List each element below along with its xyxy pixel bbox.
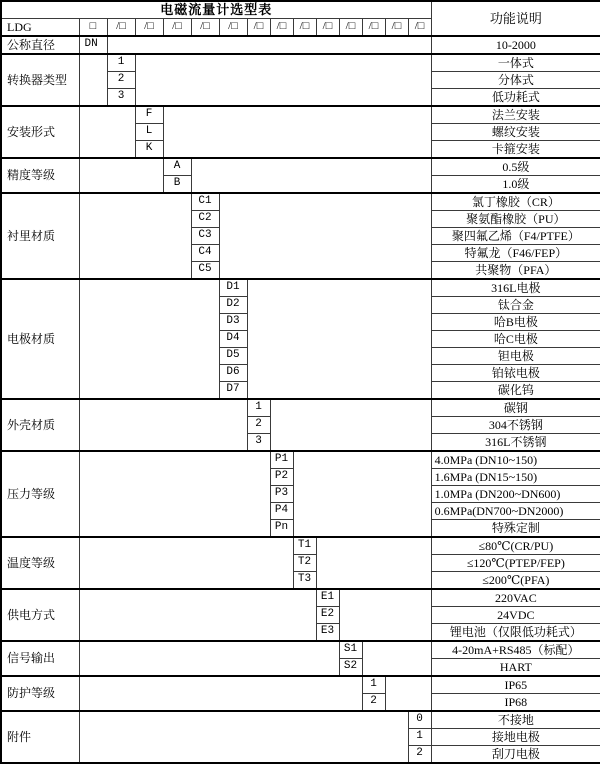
row-label-group: 衬里材质 <box>1 193 79 279</box>
code-cell: C5 <box>191 262 219 280</box>
model-slash-box: /□ <box>219 19 247 37</box>
desc-cell: 1.6MPa (DN15~150) <box>431 469 600 486</box>
blank-cell <box>247 279 431 399</box>
desc-cell: 一体式 <box>431 54 600 72</box>
code-cell: 3 <box>247 434 270 452</box>
desc-cell: 分体式 <box>431 72 600 89</box>
desc-cell: 哈B电极 <box>431 314 600 331</box>
desc-cell: 0.5级 <box>431 158 600 176</box>
model-box: □ <box>79 19 107 37</box>
model-slash-box: /□ <box>385 19 408 37</box>
desc-cell: 卡箍安装 <box>431 141 600 159</box>
code-cell: 1 <box>107 54 135 72</box>
code-cell: P2 <box>270 469 293 486</box>
code-cell: D7 <box>219 382 247 400</box>
model-slash-box: /□ <box>107 19 135 37</box>
blank-cell <box>339 589 431 641</box>
row-label-group: 供电方式 <box>1 589 79 641</box>
blank-cell <box>79 158 163 193</box>
desc-cell: IP68 <box>431 694 600 712</box>
desc-cell: HART <box>431 659 600 677</box>
code-cell: B <box>163 176 191 194</box>
code-cell: P1 <box>270 451 293 469</box>
code-cell: P3 <box>270 486 293 503</box>
desc-cell: 0.6MPa(DN700~DN2000) <box>431 503 600 520</box>
row-label-diameter: 公称直径 <box>1 36 79 54</box>
blank-cell <box>385 676 431 711</box>
model-prefix: LDG <box>1 19 79 37</box>
code-cell: C1 <box>191 193 219 211</box>
code-cell: K <box>135 141 163 159</box>
desc-cell: 低功耗式 <box>431 89 600 107</box>
model-slash-box: /□ <box>163 19 191 37</box>
desc-cell: 1.0MPa (DN200~DN600) <box>431 486 600 503</box>
desc-cell: ≤200℃(PFA) <box>431 572 600 590</box>
desc-cell: 316L不锈钢 <box>431 434 600 452</box>
desc-cell: 1.0级 <box>431 176 600 194</box>
desc-cell: 特殊定制 <box>431 520 600 538</box>
desc-cell: 4.0MPa (DN10~150) <box>431 451 600 469</box>
row-label-group: 压力等级 <box>1 451 79 537</box>
row-label-group: 温度等级 <box>1 537 79 589</box>
code-cell: P4 <box>270 503 293 520</box>
desc-cell: ≤80℃(CR/PU) <box>431 537 600 555</box>
code-cell: S2 <box>339 659 362 677</box>
blank-cell <box>79 279 219 399</box>
code-cell: D5 <box>219 348 247 365</box>
blank-cell <box>316 537 431 589</box>
code-cell: 2 <box>362 694 385 712</box>
model-slash-box: /□ <box>408 19 431 37</box>
row-label-group: 附件 <box>1 711 79 763</box>
desc-cell: 螺纹安装 <box>431 124 600 141</box>
blank-cell <box>79 54 107 106</box>
blank-cell <box>79 589 316 641</box>
row-label-group: 防护等级 <box>1 676 79 711</box>
desc-cell: 碳化钨 <box>431 382 600 400</box>
page-title: 电磁流量计选型表 <box>1 1 431 19</box>
blank-cell <box>79 641 339 676</box>
desc-cell: 共聚物（PFA） <box>431 262 600 280</box>
code-cell: D1 <box>219 279 247 297</box>
desc-cell: 铂铱电极 <box>431 365 600 382</box>
code-cell: T2 <box>293 555 316 572</box>
model-slash-box: /□ <box>135 19 163 37</box>
desc-cell: 碳钢 <box>431 399 600 417</box>
row-label-group: 转换器类型 <box>1 54 79 106</box>
desc-cell: 接地电极 <box>431 729 600 746</box>
selection-table-body <box>1 1 600 763</box>
code-cell: C2 <box>191 211 219 228</box>
desc-cell: 钛合金 <box>431 297 600 314</box>
code-cell: C3 <box>191 228 219 245</box>
code-cell: 2 <box>247 417 270 434</box>
code-cell: C4 <box>191 245 219 262</box>
desc-cell: 24VDC <box>431 607 600 624</box>
model-slash-box: /□ <box>362 19 385 37</box>
model-slash-box: /□ <box>191 19 219 37</box>
row-label-group: 安装形式 <box>1 106 79 158</box>
blank-cell <box>79 399 247 451</box>
code-cell: E2 <box>316 607 339 624</box>
blank-cell <box>219 193 431 279</box>
blank-cell <box>135 54 431 106</box>
model-slash-box: /□ <box>270 19 293 37</box>
blank-cell <box>79 537 293 589</box>
model-slash-box: /□ <box>316 19 339 37</box>
blank-cell <box>79 193 191 279</box>
code-cell: Pn <box>270 520 293 538</box>
code-cell: D6 <box>219 365 247 382</box>
code-cell: 0 <box>408 711 431 729</box>
code-cell: D4 <box>219 331 247 348</box>
desc-cell: 不接地 <box>431 711 600 729</box>
code-cell: 3 <box>107 89 135 107</box>
code-cell: 2 <box>107 72 135 89</box>
code-cell: E1 <box>316 589 339 607</box>
blank-cell <box>79 676 362 711</box>
desc-cell: ≤120℃(PTEP/FEP) <box>431 555 600 572</box>
blank-cell <box>293 451 431 537</box>
blank-cell <box>191 158 431 193</box>
model-slash-box: /□ <box>339 19 362 37</box>
blank-cell <box>79 451 270 537</box>
blank-cell <box>270 399 431 451</box>
desc-cell: 10-2000 <box>431 36 600 54</box>
row-label-group: 精度等级 <box>1 158 79 193</box>
code-cell: F <box>135 106 163 124</box>
code-cell: DN <box>79 36 107 54</box>
code-cell: 1 <box>362 676 385 694</box>
code-cell: D2 <box>219 297 247 314</box>
desc-cell: 法兰安装 <box>431 106 600 124</box>
blank-cell <box>79 711 408 763</box>
desc-cell: 氯丁橡胶（CR） <box>431 193 600 211</box>
desc-cell: 304不锈钢 <box>431 417 600 434</box>
desc-cell: 316L电极 <box>431 279 600 297</box>
code-cell: T3 <box>293 572 316 590</box>
code-cell: 2 <box>408 746 431 764</box>
desc-cell: 220VAC <box>431 589 600 607</box>
blank-cell <box>163 106 431 158</box>
code-cell: T1 <box>293 537 316 555</box>
desc-cell: 哈C电极 <box>431 331 600 348</box>
desc-cell: 4-20mA+RS485（标配） <box>431 641 600 659</box>
desc-cell: 刮刀电极 <box>431 746 600 764</box>
code-cell: 1 <box>408 729 431 746</box>
desc-cell: IP65 <box>431 676 600 694</box>
model-slash-box: /□ <box>293 19 316 37</box>
row-label-group: 信号输出 <box>1 641 79 676</box>
blank-cell <box>362 641 431 676</box>
row-label-group: 外壳材质 <box>1 399 79 451</box>
desc-cell: 锂电池（仅限低功耗式） <box>431 624 600 642</box>
code-cell: 1 <box>247 399 270 417</box>
desc-cell: 钽电极 <box>431 348 600 365</box>
desc-cell: 聚四氟乙烯（F4/PTFE） <box>431 228 600 245</box>
code-cell: A <box>163 158 191 176</box>
code-cell: S1 <box>339 641 362 659</box>
model-slash-box: /□ <box>247 19 270 37</box>
code-cell: L <box>135 124 163 141</box>
desc-cell: 聚氨酯橡胶（PU） <box>431 211 600 228</box>
desc-cell: 特氟龙（F46/FEP） <box>431 245 600 262</box>
code-cell: E3 <box>316 624 339 642</box>
code-cell: D3 <box>219 314 247 331</box>
blank-cell <box>107 36 431 54</box>
function-column-header: 功能说明 <box>431 1 600 36</box>
row-label-group: 电极材质 <box>1 279 79 399</box>
blank-cell <box>79 106 135 158</box>
